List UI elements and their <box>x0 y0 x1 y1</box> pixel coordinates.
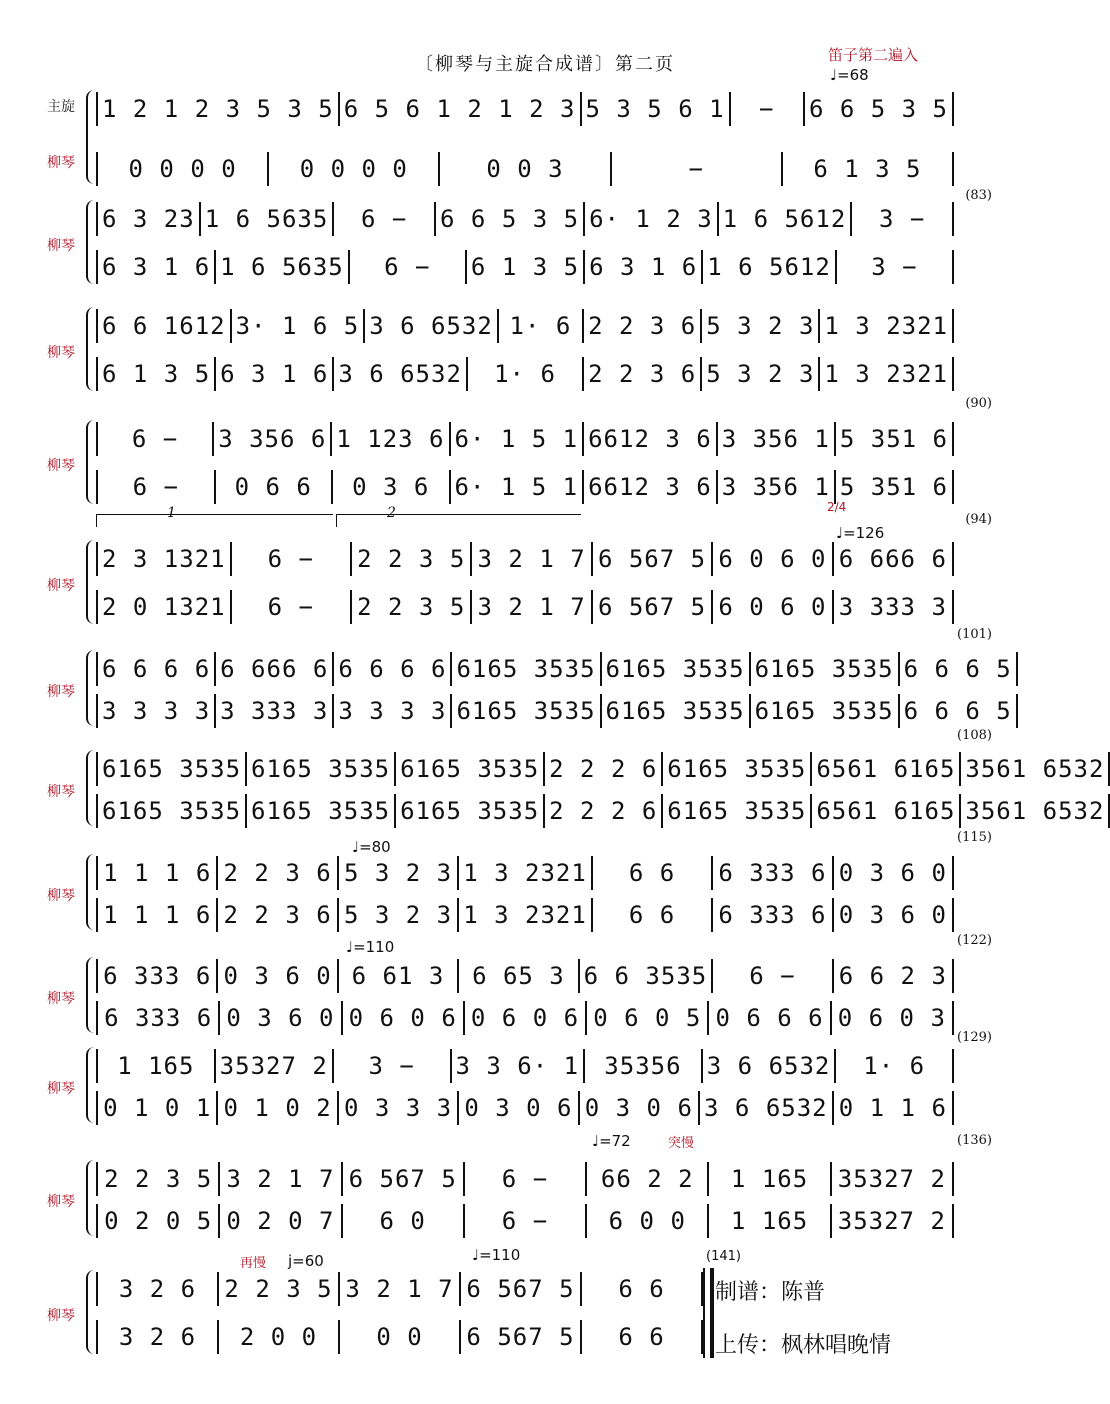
measure: 1 3 2321 <box>820 309 954 343</box>
score-system <box>0 538 1042 628</box>
measure: 2 2 3 5 <box>96 1162 220 1196</box>
measure: − <box>731 92 805 126</box>
score-system <box>0 1045 1042 1127</box>
measure: 6 − <box>465 1162 587 1196</box>
measure: 1· 6 <box>836 1049 954 1083</box>
measure: 3 2 6 <box>96 1320 219 1354</box>
system-brace <box>86 854 96 930</box>
measure: 2 2 2 6 <box>545 752 663 786</box>
measure: 6 0 0 <box>587 1204 709 1238</box>
measure: 2 2 3 6 <box>218 898 338 932</box>
measure: 6 6 <box>593 856 713 890</box>
measure: 6165 3535 <box>663 752 812 786</box>
measure: 1 6 5635 <box>201 202 335 236</box>
measure: 6 − <box>465 1204 587 1238</box>
staff-row-upper <box>96 1272 703 1306</box>
measure: 3 333 3 <box>834 590 954 624</box>
measure: 6 5 6 1 2 1 2 3 <box>340 92 582 126</box>
measure: 2 2 3 5 <box>219 1272 340 1306</box>
measure: 3· 1 6 5 <box>232 309 366 343</box>
measure: 6612 3 6 <box>584 470 718 504</box>
staff-row-upper <box>96 202 954 236</box>
instrument-label-liuqin: 柳琴 <box>47 784 75 800</box>
measure: 0 0 0 0 <box>269 152 440 186</box>
measure: 35327 2 <box>832 1162 954 1196</box>
measure: − <box>612 152 783 186</box>
staff-row-lower <box>96 898 954 932</box>
sudden-slow-mark: 突慢 <box>668 1136 695 1151</box>
system-brace <box>86 957 96 1033</box>
measure: 6 1 3 5 <box>96 357 216 391</box>
instrument-label-liuqin: 柳琴 <box>47 684 75 700</box>
measure: 6 567 5 <box>343 1162 465 1196</box>
measure: 5 3 2 3 <box>339 898 459 932</box>
measure: 6 666 6 <box>216 652 334 686</box>
slower-mark: 再慢 <box>240 1256 267 1271</box>
instrument-label-liuqin: 柳琴 <box>47 1081 75 1097</box>
measure: 6165 3535 <box>602 694 751 728</box>
measure: 66 2 2 <box>587 1162 709 1196</box>
measure: 3561 6532 <box>961 794 1110 828</box>
measure: 2 0 0 <box>219 1320 340 1354</box>
measure: 5 351 6 <box>836 422 954 456</box>
measure: 6 6 <box>593 898 713 932</box>
system-brace <box>86 1270 96 1354</box>
measure-number: (115) <box>957 830 992 845</box>
measure: 6 666 6 <box>834 542 954 576</box>
measure: 5 3 2 3 <box>339 856 459 890</box>
measure: 0 2 0 5 <box>96 1204 220 1238</box>
measure-number: (94) <box>965 512 992 527</box>
measure: 0 3 6 <box>333 470 451 504</box>
volta-second <box>336 505 581 527</box>
measure: 5 351 6 <box>836 470 954 504</box>
measure: 3 − <box>334 1049 452 1083</box>
measure: 1· 6 <box>499 309 584 343</box>
measure: 6165 3535 <box>751 652 900 686</box>
measure: 3 3 6· 1 <box>452 1049 586 1083</box>
measure: 0 3 6 0 <box>834 856 954 890</box>
staff-row-lower <box>96 152 954 186</box>
staff-row-upper <box>96 542 954 576</box>
tempo-72: ♩=72 <box>592 1132 631 1150</box>
staff-row-upper <box>96 309 954 343</box>
measure: 2 2 3 6 <box>584 357 702 391</box>
measure: 6165 3535 <box>602 652 751 686</box>
measure: 3 6 6532 <box>703 1049 837 1083</box>
measure: 1 1 1 6 <box>96 856 218 890</box>
measure: 1 3 2321 <box>459 898 593 932</box>
measure: 6· 1 2 3 <box>585 202 719 236</box>
staff-row-lower <box>96 1204 954 1238</box>
measure: 6 567 5 <box>461 1320 582 1354</box>
measure: 3 333 3 <box>216 694 334 728</box>
volta-label: 1 <box>167 505 176 521</box>
system-brace <box>86 90 96 184</box>
measure: 2 2 3 6 <box>218 856 338 890</box>
time-signature: 2/4 <box>827 500 847 514</box>
measure: 6 6 1612 <box>96 309 232 343</box>
measure: 0 6 6 <box>216 470 334 504</box>
instrument-label-liuqin: 柳琴 <box>47 458 75 474</box>
measure: 6165 3535 <box>452 694 601 728</box>
system-brace <box>86 1047 96 1123</box>
tempo-68: ♩=68 <box>830 66 869 84</box>
measure: 6 6 6 6 <box>334 652 452 686</box>
measure: 3 356 6 <box>214 422 332 456</box>
measure: 6 0 <box>343 1204 465 1238</box>
flute-entry-note: 笛子第二遍入 <box>828 46 919 64</box>
score-system <box>0 748 1105 830</box>
instrument-label-liuqin: 柳琴 <box>47 991 75 1007</box>
measure-number: (90) <box>965 396 992 411</box>
measure: 6 − <box>96 422 214 456</box>
staff-row-upper <box>96 92 954 126</box>
measure-number: (136) <box>957 1133 992 1148</box>
tempo-80: ♩=80 <box>352 838 391 856</box>
measure-number: (83) <box>965 188 992 203</box>
measure: 5 3 2 3 <box>702 357 820 391</box>
measure: 6 1 3 5 <box>467 250 585 284</box>
staff-row-upper <box>96 856 954 890</box>
measure: 6165 3535 <box>96 794 247 828</box>
measure: 6 61 3 <box>339 959 459 993</box>
measure: 5 3 5 6 1 <box>582 92 731 126</box>
measure: 0 3 0 6 <box>459 1091 579 1125</box>
measure: 6 6 <box>582 1320 703 1354</box>
measure: 6 6 6 6 <box>96 652 216 686</box>
measure: 3 6 6532 <box>700 1091 834 1125</box>
measure: 1 6 5635 <box>216 250 350 284</box>
staff-row-lower <box>96 357 954 391</box>
measure: 0 1 0 2 <box>218 1091 338 1125</box>
page-title: 〔柳琴与主旋合成谱〕第二页 <box>415 54 675 75</box>
measure: 0 3 6 0 <box>834 898 954 932</box>
measure: 1 165 <box>709 1204 831 1238</box>
measure: 6 0 6 0 <box>713 542 833 576</box>
measure: 0 1 0 1 <box>96 1091 218 1125</box>
measure: 6 3 1 6 <box>585 250 703 284</box>
measure: 0 3 6 0 <box>220 1001 342 1035</box>
measure: 3 3 3 3 <box>96 694 216 728</box>
measure: 0 3 3 3 <box>339 1091 459 1125</box>
measure: 5 3 2 3 <box>702 309 820 343</box>
measure: 6 6 6 5 <box>900 652 1018 686</box>
staff-row-lower <box>96 694 1012 728</box>
system-brace <box>86 540 96 624</box>
staff-row-lower <box>96 590 954 624</box>
measure: 3 − <box>852 202 954 236</box>
system-brace <box>86 1160 96 1236</box>
measure: 1 123 6 <box>332 422 450 456</box>
measure: 3 356 1 <box>718 422 836 456</box>
system-brace <box>86 650 96 726</box>
measure: 6 − <box>232 542 352 576</box>
measure: 35356 <box>585 1049 703 1083</box>
measure: 6 567 5 <box>593 590 713 624</box>
measure: 1 3 2321 <box>820 357 954 391</box>
measure: 3561 6532 <box>961 752 1110 786</box>
score-system <box>0 1158 1042 1240</box>
measure: 0 3 0 6 <box>580 1091 700 1125</box>
measure: 0 6 6 6 <box>709 1001 831 1035</box>
volta-first <box>96 505 333 527</box>
measure: 6 6 5 3 5 <box>436 202 585 236</box>
measure-number: (129) <box>957 1030 992 1045</box>
measure: 1· 6 <box>468 357 584 391</box>
score-system <box>0 648 1042 730</box>
system-brace <box>86 200 96 284</box>
measure: 0 6 0 6 <box>343 1001 465 1035</box>
measure: 6561 6165 <box>812 794 961 828</box>
measure: 6 − <box>713 959 833 993</box>
staff-row-upper <box>96 959 954 993</box>
measure: 35327 2 <box>832 1204 954 1238</box>
measure: 0 0 <box>340 1320 461 1354</box>
measure: 6 − <box>232 590 352 624</box>
staff-row-lower <box>96 1091 954 1125</box>
measure: 6165 3535 <box>96 752 247 786</box>
measure-number: (101) <box>957 627 992 642</box>
measure: 6 6 <box>582 1272 703 1306</box>
measure: 1 1 1 6 <box>96 898 218 932</box>
staff-row-upper <box>96 1162 954 1196</box>
measure: 6 333 6 <box>713 898 833 932</box>
instrument-label-liuqin: 柳琴 <box>47 345 75 361</box>
measure: 6 333 6 <box>96 1001 220 1035</box>
measure: 1 6 5612 <box>703 250 837 284</box>
measure: 0 0 0 0 <box>96 152 269 186</box>
measure: 6165 3535 <box>452 652 601 686</box>
measure: 3 2 1 7 <box>220 1162 342 1196</box>
instrument-label-melody: 主旋 <box>47 99 75 115</box>
measure: 1 3 2321 <box>459 856 593 890</box>
measure: 3 2 1 7 <box>472 590 592 624</box>
measure: 0 6 0 5 <box>587 1001 709 1035</box>
measure: 1 165 <box>96 1049 216 1083</box>
measure: 1 2 1 2 3 5 3 5 <box>96 92 340 126</box>
measure: 3 − <box>837 250 954 284</box>
staff-row-upper <box>96 422 954 456</box>
measure: 6 567 5 <box>461 1272 582 1306</box>
instrument-label-liuqin: 柳琴 <box>47 1194 75 1210</box>
tempo-110-b: ♩=110 <box>472 1246 521 1264</box>
measure: 6165 3535 <box>247 752 396 786</box>
arranger-credit: 制谱：陈普 <box>715 1280 826 1305</box>
measure: 6 6 6 5 <box>900 694 1018 728</box>
measure: 0 1 1 6 <box>834 1091 954 1125</box>
measure: 6 333 6 <box>713 856 833 890</box>
measure: 3 2 6 <box>96 1272 219 1306</box>
measure: 3 6 6532 <box>334 357 468 391</box>
final-barline <box>703 1268 714 1358</box>
measure: 6 6 5 3 5 <box>805 92 954 126</box>
measure: 6 65 3 <box>459 959 579 993</box>
instrument-label-liuqin: 柳琴 <box>47 238 75 254</box>
measure: 6 3 23 <box>96 202 201 236</box>
measure: 1 6 5612 <box>719 202 853 236</box>
staff-row-upper <box>96 752 1105 786</box>
measure: 2 3 1321 <box>96 542 232 576</box>
staff-row-lower <box>96 250 954 284</box>
staff-row-upper <box>96 652 1012 686</box>
measure: 6 − <box>334 202 436 236</box>
measure: 3 2 1 7 <box>340 1272 461 1306</box>
instrument-label-liuqin: 柳琴 <box>47 1308 75 1324</box>
measure: 6· 1 5 1 <box>451 470 585 504</box>
instrument-label-liuqin: 柳琴 <box>47 578 75 594</box>
measure: 6165 3535 <box>396 794 545 828</box>
measure: 1 165 <box>709 1162 831 1196</box>
measure: 35327 2 <box>216 1049 334 1083</box>
system-brace <box>86 750 96 826</box>
measure: 6 6 3535 <box>580 959 714 993</box>
measure: 6 3 1 6 <box>96 250 216 284</box>
measure: 0 6 0 6 <box>465 1001 587 1035</box>
score-system <box>0 88 1042 188</box>
measure: 6 333 6 <box>96 959 218 993</box>
volta-label: 2 <box>387 505 396 521</box>
system-brace <box>86 307 96 391</box>
measure: 6 3 1 6 <box>216 357 334 391</box>
instrument-label-liuqin: 柳琴 <box>47 155 75 171</box>
measure: 6 6 2 3 <box>834 959 954 993</box>
staff-row-upper <box>96 1049 954 1083</box>
measure: 0 0 3 <box>440 152 611 186</box>
measure: 0 6 0 3 <box>832 1001 954 1035</box>
measure: 6 − <box>350 250 467 284</box>
measure: 6 567 5 <box>593 542 713 576</box>
score-system <box>0 418 1042 508</box>
tempo-110-a: ♩=110 <box>346 938 395 956</box>
measure: 6165 3535 <box>663 794 812 828</box>
measure: 3 3 3 3 <box>334 694 452 728</box>
score-system <box>0 198 1042 288</box>
measure: 6· 1 5 1 <box>451 422 585 456</box>
uploader-credit: 上传：枫林唱晚情 <box>715 1333 892 1358</box>
measure-number: (141) <box>706 1249 741 1264</box>
measure: 6165 3535 <box>396 752 545 786</box>
measure: 6612 3 6 <box>584 422 718 456</box>
tempo-60: j=60 <box>288 1252 324 1270</box>
measure: 3 6 6532 <box>365 309 499 343</box>
score-system <box>0 955 1042 1037</box>
tempo-126: ♩=126 <box>836 524 885 542</box>
staff-row-lower <box>96 1320 703 1354</box>
score-system <box>0 852 1042 934</box>
measure: 2 2 3 5 <box>352 542 472 576</box>
instrument-label-liuqin: 柳琴 <box>47 888 75 904</box>
staff-row-lower <box>96 1001 954 1035</box>
measure-number: (108) <box>957 728 992 743</box>
staff-row-lower <box>96 470 954 504</box>
measure: 6 1 3 5 <box>783 152 954 186</box>
measure: 2 2 2 6 <box>545 794 663 828</box>
measure: 6 − <box>96 470 216 504</box>
measure-number: (122) <box>957 933 992 948</box>
score-system <box>0 305 1042 395</box>
measure: 3 2 1 7 <box>472 542 592 576</box>
measure: 2 0 1321 <box>96 590 232 624</box>
measure: 0 3 6 0 <box>218 959 338 993</box>
measure: 6 0 6 0 <box>713 590 833 624</box>
measure: 2 2 3 6 <box>584 309 702 343</box>
measure: 0 2 0 7 <box>220 1204 342 1238</box>
staff-row-lower <box>96 794 1105 828</box>
measure: 2 2 3 5 <box>352 590 472 624</box>
measure: 3 356 1 <box>718 470 836 504</box>
measure: 6165 3535 <box>247 794 396 828</box>
measure: 6165 3535 <box>751 694 900 728</box>
system-brace <box>86 420 96 504</box>
measure: 6561 6165 <box>812 752 961 786</box>
